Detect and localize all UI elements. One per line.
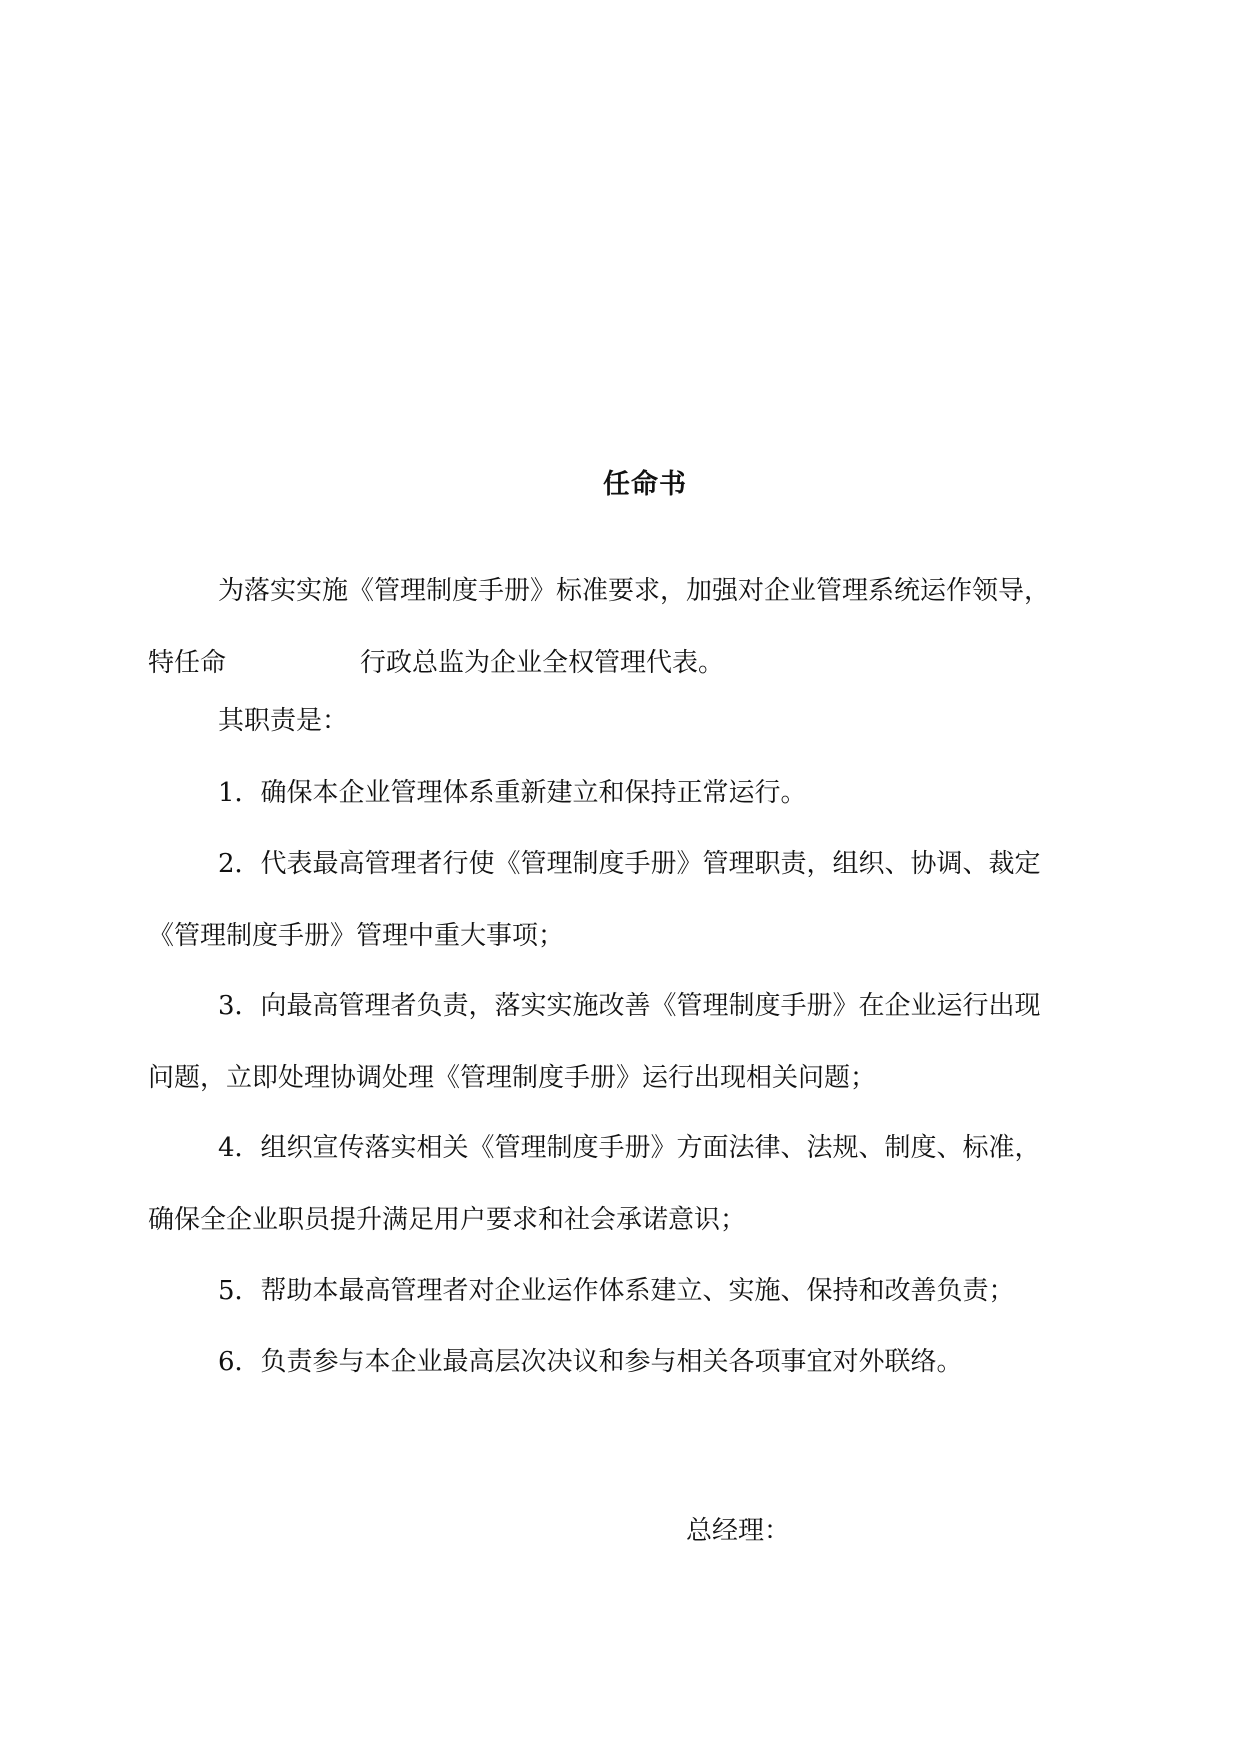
duty-item-2: 2．代表最高管理者行使《管理制度手册》管理职责，组织、协调、裁定 《管理制度手册》管理中重大事项； xyxy=(148,849,1041,951)
document-title: 任命书 xyxy=(603,469,687,500)
intro-line-1: 为落实实施《管理制度手册》标准要求，加强对企业管理系统运作领导， xyxy=(218,576,1051,606)
duty-item-4: 4．组织宣传落实相关《管理制度手册》方面法律、法规、制度、标准， 确保全企业职员提升满足用户要求和社会承诺意识； xyxy=(148,1133,1041,1235)
duty-item-5: 5．帮助本最高管理者对企业运作体系建立、实施、保持和改善负责； xyxy=(218,1276,1015,1306)
duties-heading: 其职责是： xyxy=(218,706,349,736)
duty-item-6: 6．负责参与本企业最高层次决议和参与相关各项事宜对外联络。 xyxy=(218,1347,963,1377)
signature-label: 总经理： xyxy=(686,1516,791,1546)
duty-item-3: 3．向最高管理者负责，落实实施改善《管理制度手册》在企业运行出现 问题，立即处理协调处理《管理制度手册》运行出现相关问题； xyxy=(148,991,1041,1093)
intro-line-2: 特任命 行政总监为企业全权管理代表。 xyxy=(148,648,725,678)
duty-item-1: 1．确保本企业管理体系重新建立和保持正常运行。 xyxy=(218,778,807,808)
intro-paragraph xyxy=(148,555,1144,699)
